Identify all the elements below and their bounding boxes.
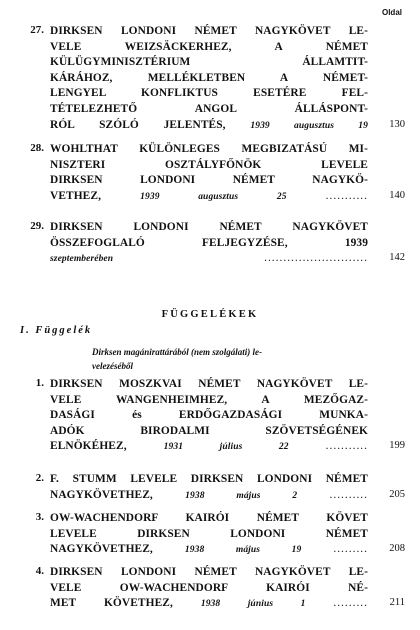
toc-entry-number: 28.: [30, 142, 44, 154]
toc-entry-number: 29.: [30, 220, 44, 232]
appendix-heading: FÜGGELÉKEK: [161, 309, 259, 320]
toc-leader-dots: ...........: [325, 189, 368, 202]
toc-entry-title: [50, 377, 368, 456]
toc-entry-last-line: [50, 118, 368, 135]
toc-entry-date: 1939 augusztus 19: [250, 120, 368, 131]
toc-entry-last-line: [50, 488, 368, 505]
toc-entry-line: VELE WEIZSÄCKERHEZ, A NÉMET: [50, 40, 368, 53]
toc-entry-page-number: 130: [389, 118, 405, 130]
toc-entry-page-number: 211: [389, 597, 405, 609]
toc-entry-page-number: 205: [389, 488, 405, 500]
toc-entry-line: VELE WANGENHEIMHEZ, A MEZŐGAZ-: [50, 393, 368, 406]
toc-entry-last-text: MET KÖVETHEZ,: [50, 597, 173, 610]
toc-entry: [20, 472, 405, 504]
toc-entry-line: DIRKSEN LONDONI NÉMET NAGYKÖVET LE-: [50, 566, 368, 578]
toc-entry-title: [50, 220, 368, 268]
toc-entry-title: [50, 142, 368, 205]
page-column-label: Oldal: [381, 8, 402, 17]
toc-entry: [20, 24, 405, 134]
toc-leader-dots: ...........................: [264, 252, 368, 265]
toc-entry-line: DASÁGI és ERDŐGAZDASÁGI MUNKA-: [50, 409, 368, 422]
toc-entry-date: 1938 május 19: [184, 545, 302, 556]
toc-entry-title: [50, 472, 368, 504]
toc-entry: [20, 220, 405, 268]
toc-entry-line: LEVELE DIRKSEN LONDONI NÉMET: [50, 527, 368, 540]
toc-entry-last-line: [50, 439, 368, 456]
toc-entry-title: [50, 24, 368, 134]
toc-entry-page-number: 199: [389, 440, 405, 452]
appendix-description-line: velezéséből: [92, 361, 133, 371]
toc-entry-last-text: RÓL SZÓLÓ JELENTÉS,: [50, 118, 226, 131]
toc-entry-line: F. STUMM LEVELE DIRKSEN LONDONI NÉMET: [50, 473, 368, 485]
toc-entry-line: TÉTELEZHETŐ ANGOL ÁLLÁSPONT-: [50, 102, 368, 115]
toc-entry-date: 1938 május 2: [185, 490, 298, 501]
toc-entry-line: DIRKSEN LONDONI NÉMET NAGYKÖVET: [50, 221, 368, 233]
toc-entry-last-text: ELNÖKÉHEZ,: [50, 440, 127, 453]
toc-entry: [20, 142, 405, 205]
toc-entry-line: DIRKSEN LONDONI NÉMET NAGYKÖVET LE-: [50, 25, 368, 37]
toc-entry-title: [50, 511, 368, 559]
toc-entry-line: DIRKSEN LONDONI NÉMET NAGYKÖ-: [50, 174, 368, 187]
toc-entry-line: ADÓK BIRODALMI SZÖVETSÉGÉNEK: [50, 424, 368, 437]
toc-entry-line: OW-WACHENDORF KAIRÓI NÉMET KÖVET: [50, 512, 368, 524]
toc-entry-last-text: NAGYKÖVETHEZ,: [50, 488, 153, 501]
toc-leader-dots: ...........: [325, 440, 368, 453]
toc-leader-dots: .........: [333, 543, 368, 556]
toc-entry-page-number: 142: [389, 252, 405, 264]
toc-entry-page-number: 208: [389, 543, 405, 555]
toc-entry-number: 3.: [35, 511, 44, 523]
toc-entry-number: 4.: [35, 565, 44, 577]
toc-entry-date: szeptemberében: [50, 254, 114, 265]
toc-entry-line: KÁRÁHOZ, MELLÉKLETBEN A NÉMET-: [50, 71, 368, 84]
toc-entry-date: 1938 június 1: [200, 599, 306, 610]
appendix-label: I. Függelék: [20, 325, 93, 336]
toc-entry-line: WOHLTHAT KÜLÖNLEGES MEGBIZATÁSÚ MI-: [50, 143, 368, 155]
toc-entry-line: DIRKSEN MOSZKVAI NÉMET NAGYKÖVET LE-: [50, 378, 368, 390]
toc-entry-date: 1939 augusztus 25: [140, 191, 287, 202]
toc-leader-dots: .........: [333, 597, 368, 610]
toc-entry: [20, 377, 405, 456]
toc-entry-number: 2.: [35, 472, 44, 484]
appendix-description: [92, 345, 372, 373]
toc-entry-last-line: [50, 251, 368, 268]
toc-entry-last-line: [50, 542, 368, 559]
toc-entry: [20, 565, 405, 613]
toc-entry-date: 1931 július 22: [163, 442, 289, 453]
toc-entry-number: 1.: [35, 377, 44, 389]
toc-entry-line: LENGYEL KONFLIKTUS ESETÉRE FEL-: [50, 87, 368, 100]
toc-entry-last-text: NAGYKÖVETHEZ,: [50, 543, 153, 556]
toc-entry-number: 27.: [30, 24, 44, 36]
toc-entry-line: ÖSSZEFOGLALÓ FELJEGYZÉSE, 1939: [50, 236, 368, 249]
toc-entry-last-line: [50, 189, 368, 206]
toc-entry: [20, 511, 405, 559]
toc-entry-line: NISZTERI OSZTÁLYFŐNÖK LEVELE: [50, 158, 368, 171]
toc-entry-last-line: [50, 596, 368, 613]
toc-entry-title: [50, 565, 368, 613]
toc-entry-line: KÜLÜGYMINISZTÉRIUM ÁLLAMTIT-: [50, 56, 368, 69]
toc-entry-last-text: VETHEZ,: [50, 189, 102, 202]
toc-entry-page-number: 140: [389, 189, 405, 201]
appendix-description-line: Dirksen magánirattárából (nem szolgálati) le-: [92, 347, 263, 357]
toc-entry-line: VELE OW-WACHENDORF KAIRÓI NÉ-: [50, 581, 368, 594]
toc-leader-dots: ..........: [329, 488, 368, 501]
